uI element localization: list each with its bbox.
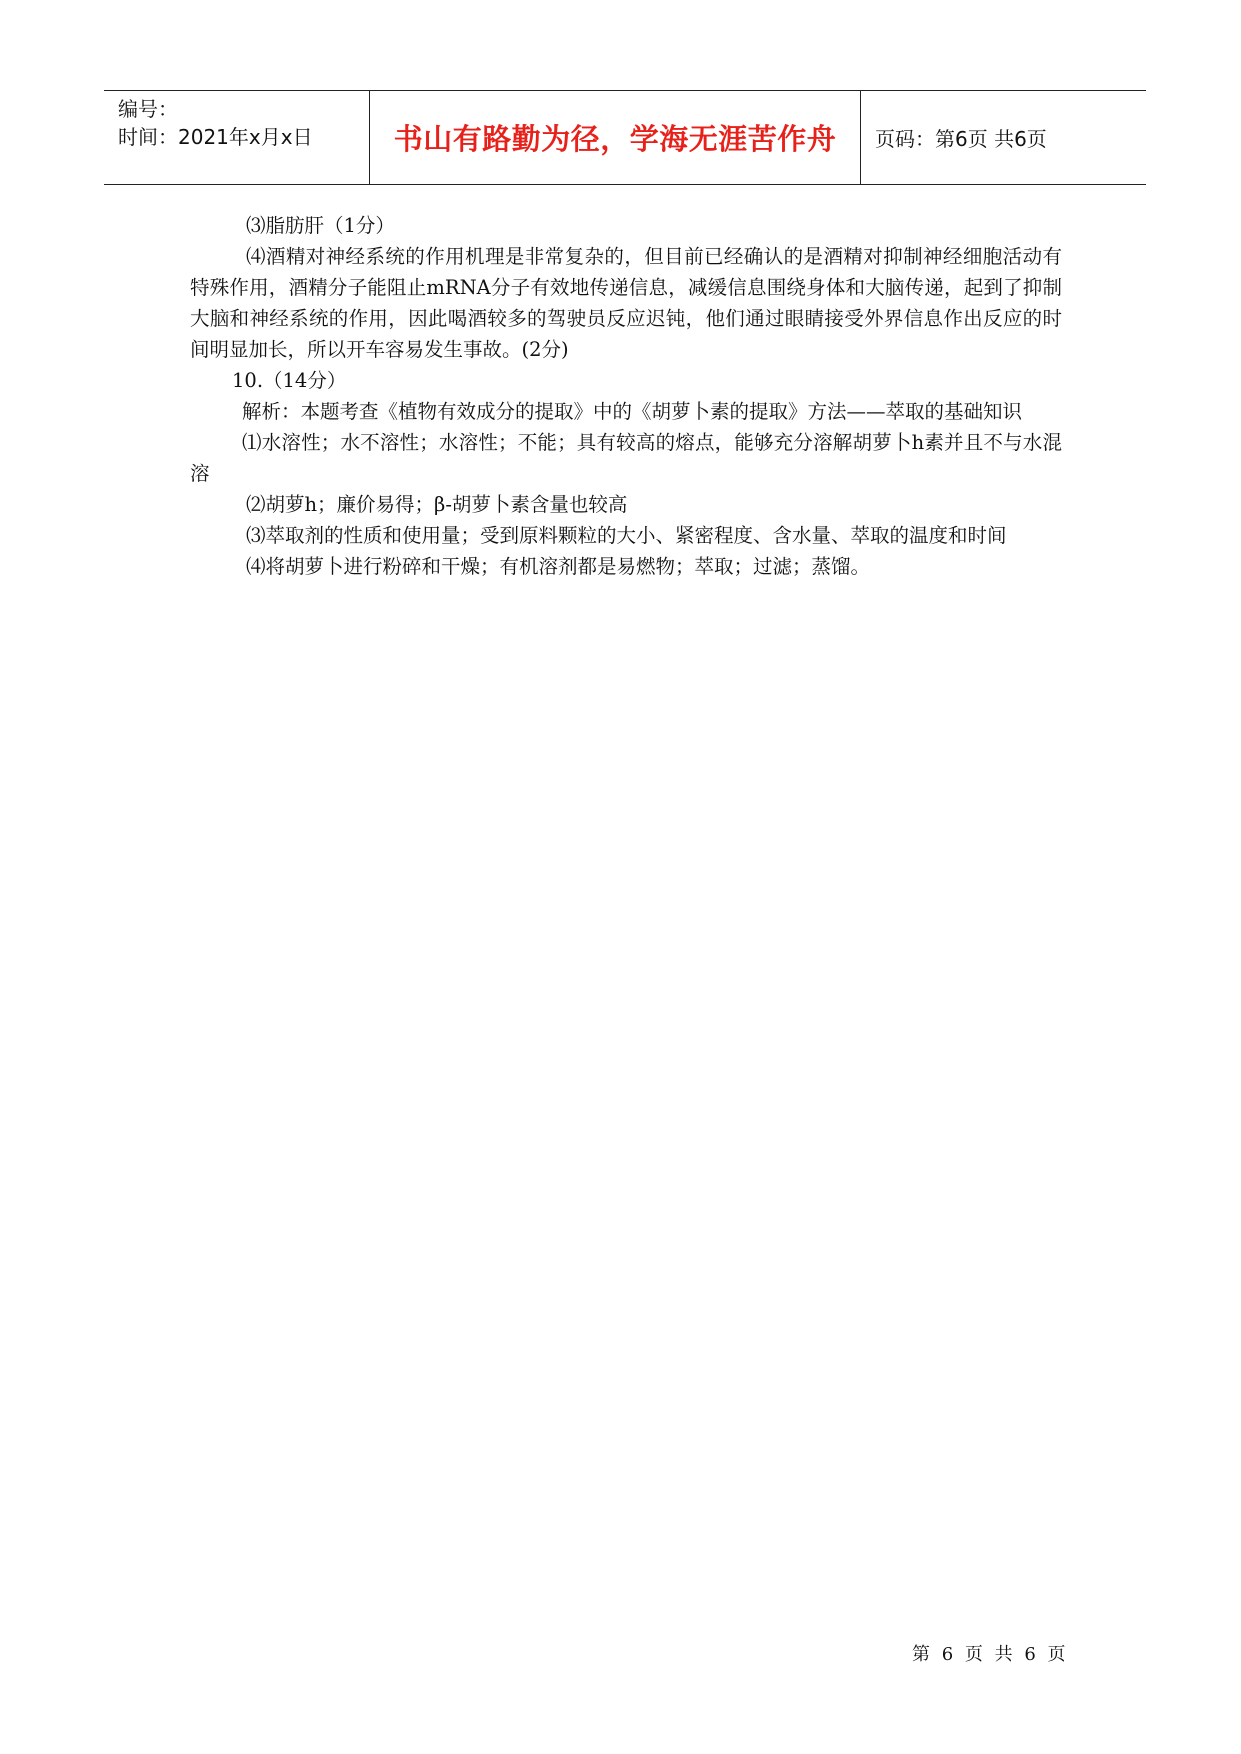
header-table — [104, 90, 1146, 185]
page-footer: 第 6 页 共 6 页 — [912, 1644, 1069, 1665]
answer-paragraph: ⑶萃取剂的性质和使用量；受到原料颗粒的大小、紧密程度、含水量、萃取的温度和时间 — [246, 524, 1007, 547]
header-meta-cell — [104, 91, 370, 184]
time-label: 时间：2021年x月x日 — [118, 125, 313, 149]
answer-paragraph: ⑷酒精对神经系统的作用机理是非常复杂的，但目前已经确认的是酒精对抑制神经细胞活动有特殊作用，酒精分子能阻止mRNA分子有效地传递信息，减缓信息围绕身体和大脑传递，起到了抑制大脑和神经系统的作用，因此喝酒较多的驾驶员反应迟钝，他们通过眼睛接受外界信息作出反应的时间明显加长，所以开车容易发生事故。(2分) — [190, 245, 1062, 361]
motto: 书山有路勤为径，学海无涯苦作舟 — [393, 122, 837, 156]
code-label: 编号： — [118, 97, 178, 121]
header-page-cell — [861, 91, 1146, 184]
answer-paragraph: ⑶脂肪肝（1分） — [246, 214, 395, 237]
answer-paragraph: ⑵胡萝h；廉价易得；β-胡萝卜素含量也较高 — [246, 493, 628, 516]
header-motto-cell — [370, 91, 861, 184]
document-body — [190, 210, 1062, 582]
page-info: 页码：第6页 共6页 — [875, 127, 1047, 151]
answer-paragraph: ⑴水溶性；水不溶性；水溶性；不能；具有较高的熔点，能够充分溶解胡萝卜h素并且不与水混溶 — [190, 431, 1062, 485]
answer-paragraph: ⑷将胡萝卜进行粉碎和干燥；有机溶剂都是易燃物；萃取；过滤；蒸馏。 — [246, 555, 871, 578]
analysis-paragraph: 解析：本题考查《植物有效成分的提取》中的《胡萝卜素的提取》方法——萃取的基础知识 — [242, 400, 1023, 423]
question-number: 10.（14分） — [232, 369, 347, 392]
